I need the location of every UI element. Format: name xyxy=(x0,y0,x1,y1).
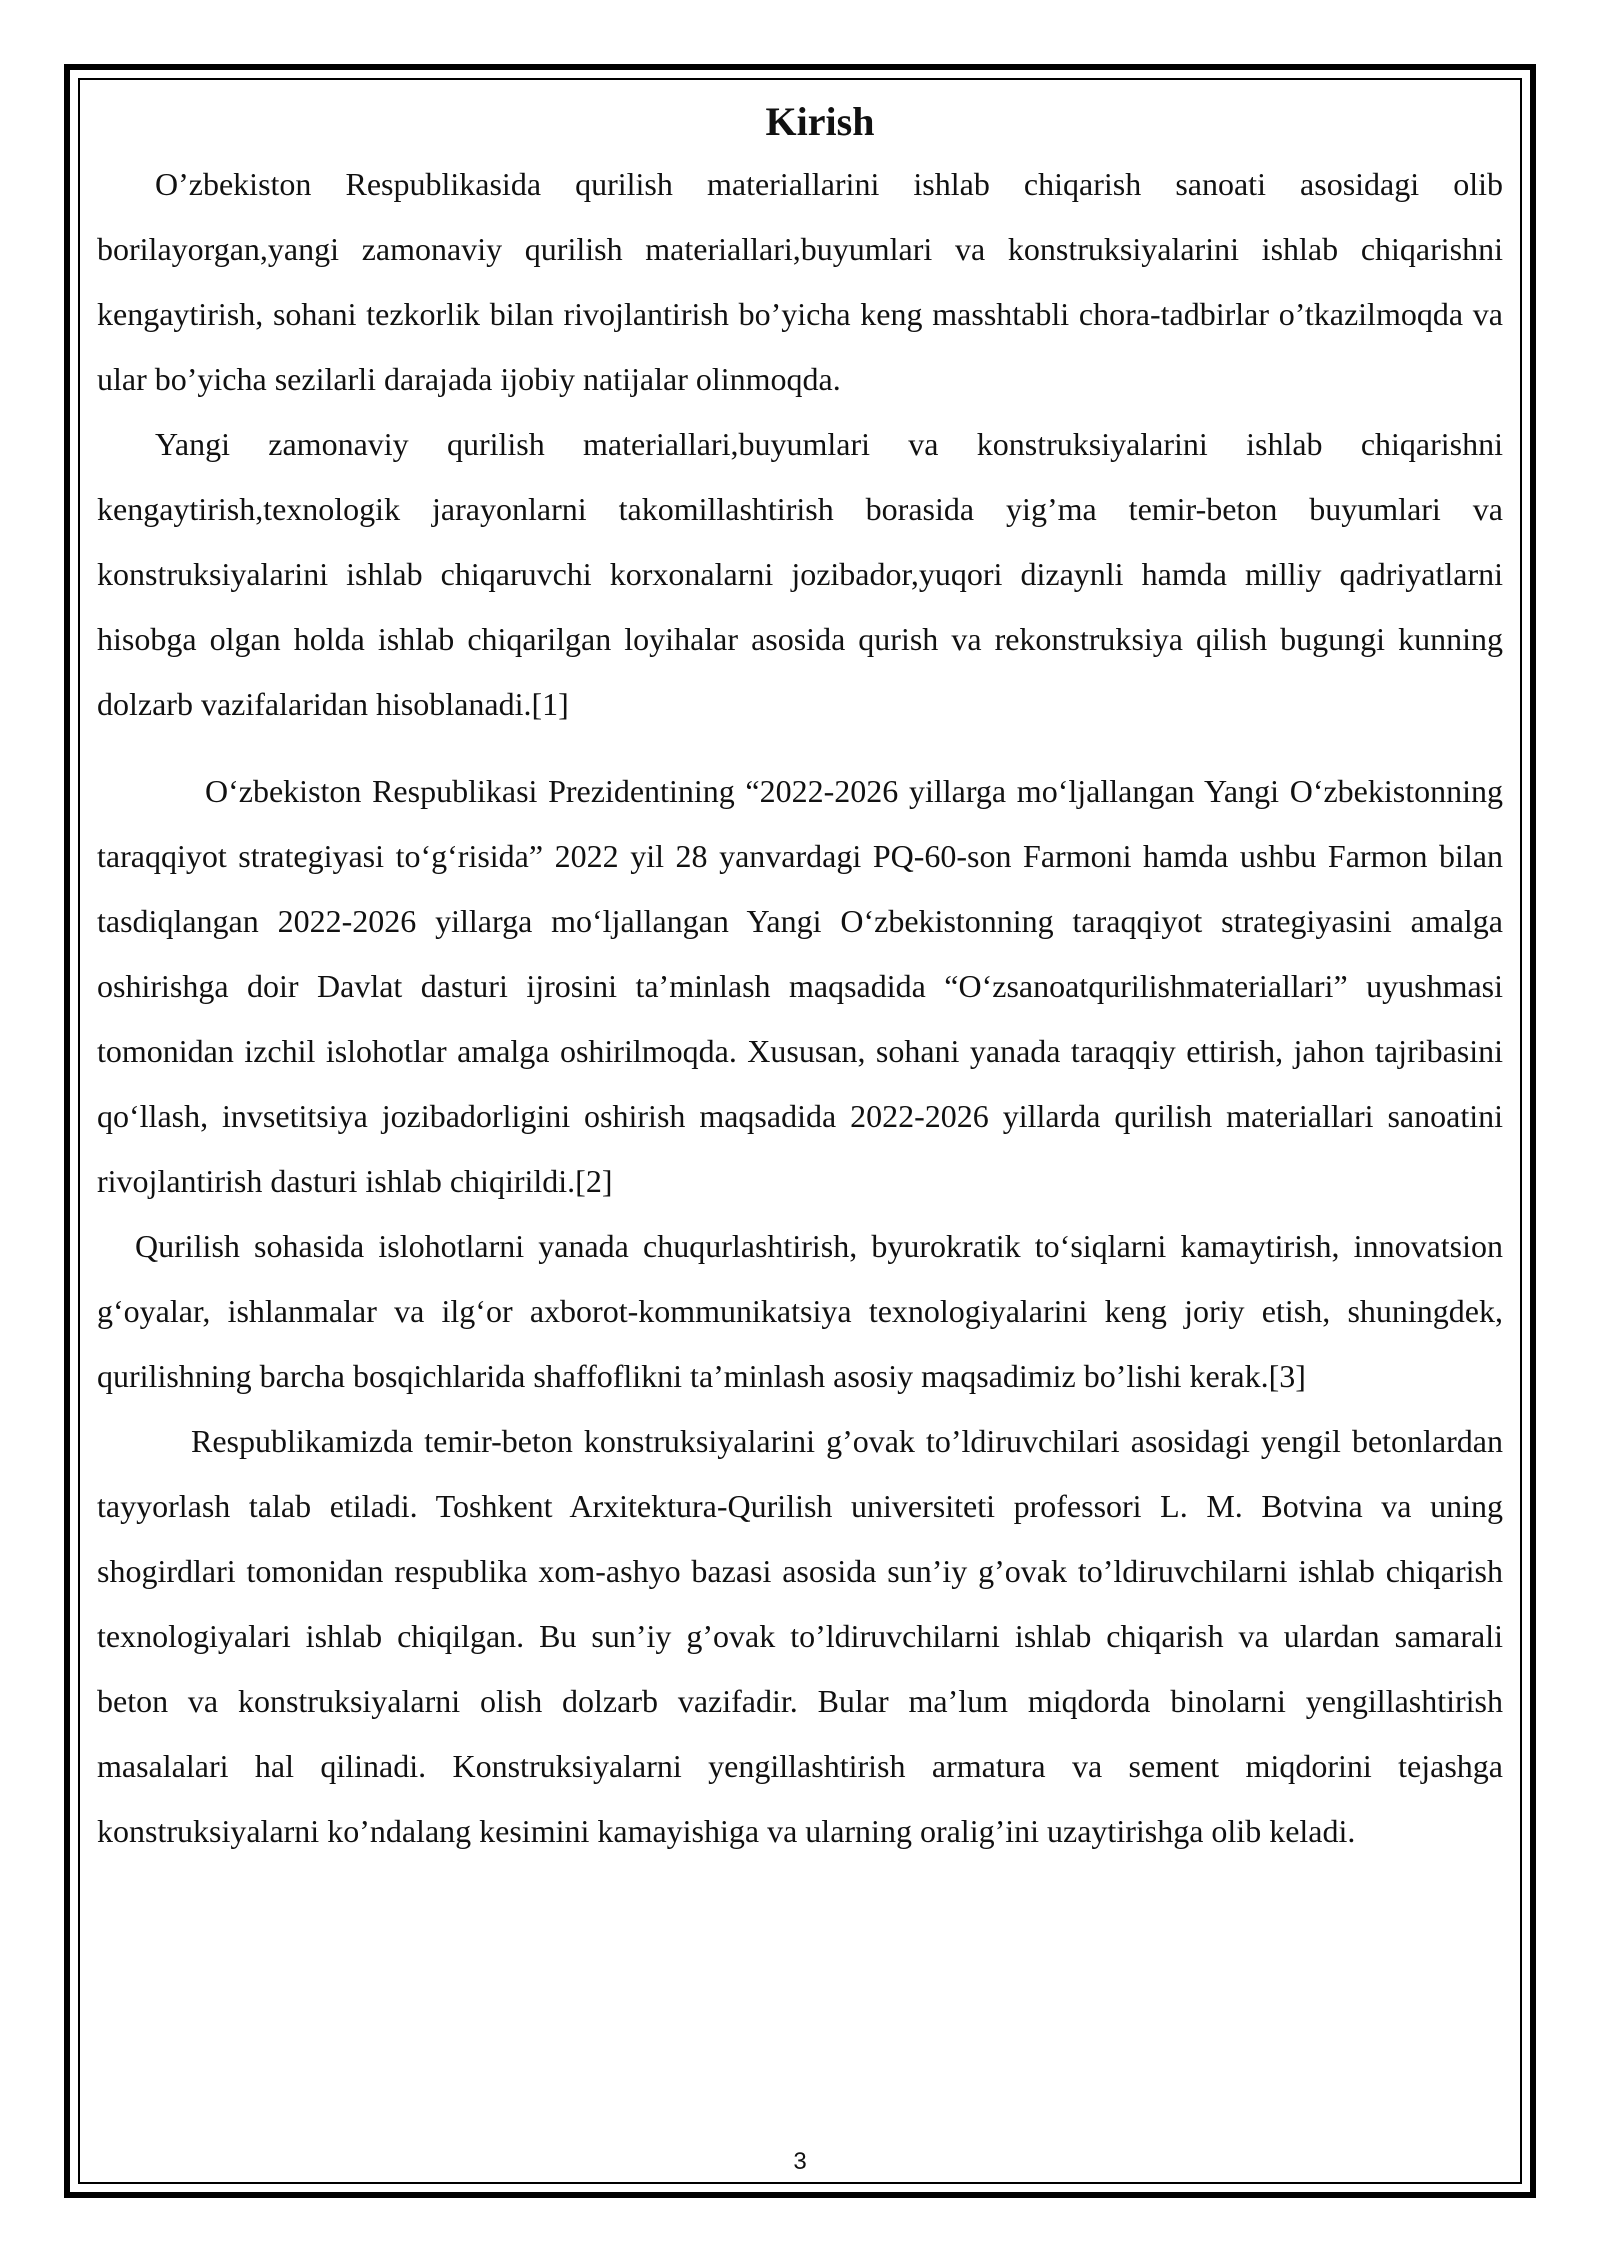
paragraph-4: Qurilish sohasida islohotlarni yanada chuqurlashtirish, byurokratik to‘siqlarni kamaytirish, innovatsion g‘oyalar, ishlanmalar va ilg‘or axborot-kommunikatsiya texnologiyalarini keng joriy etish, shuningdek, qurilishning barcha bosqichlarida shaffoflikni ta’minlash asosiy maqsadimiz bo’lishi kerak.[3] xyxy=(97,1228,1503,1394)
paragraph-3: O‘zbekiston Respublikasi Prezidentining “2022-2026 yillarga mo‘ljallangan Yangi O‘zbekistonning taraqqiyot strategiyasi to‘g‘risida” 2022 yil 28 yanvardagi PQ-60-son Farmoni hamda ushbu Farmon bilan tasdiqlangan 2022-2026 yillarga mo‘ljallangan Yangi O‘zbekistonning taraqqiyot strategiyasini amalga oshirishga doir Davlat dasturi ijrosini ta’minlash maqsadida “O‘zsanoatqurilishmateriallari” uyushmasi tomonidan izchil islohotlar amalga oshirilmoqda. Xususan, sohani yanada taraqqiy ettirish, jahon tajribasini qo‘llash, invsetitsiya jozibadorligini oshirish maqsadida 2022-2026 yillarda qurilish materiallari sanoatini rivojlantirish dasturi ishlab chiqirildi.[2] xyxy=(97,773,1503,1199)
paragraph-5: Respublikamizda temir-beton konstruksiyalarini g’ovak to’ldiruvchilari asosidagi yengil betonlardan tayyorlash talab etiladi. Toshkent Arxitektura-Qurilish universiteti professori L. M. Botvina va uning shogirdlari tomonidan respublika xom-ashyo bazasi asosida sun’iy g’ovak to’ldiruvchilarni ishlab chiqarish texnologiyalari ishlab chiqilgan. Bu sun’iy g’ovak to’ldiruvchilarni ishlab chiqarish va ulardan samarali beton va konstruksiyalarni olish dolzarb vazifadir. Bular ma’lum miqdorda binolarni yengillashtirish masalalari hal qilinadi. Konstruksiyalarni yengillashtirish armatura va sement miqdorini tejashga konstruksiyalarni ko’ndalang kesimini kamayishiga va ularning oralig’ini uzaytirishga olib keladi. xyxy=(97,1423,1503,1849)
page-content xyxy=(97,92,1503,1864)
paragraph-1: O’zbekiston Respublikasida qurilish materiallarini ishlab chiqarish sanoati asosidagi olib borilayorgan,yangi zamonaviy qurilish materiallari,buyumlari va konstruksiyalarini ishlab chiqarishni kengaytirish, sohani tezkorlik bilan rivojlantirish bo’yicha keng masshtabli chora-tadbirlar o’tkazilmoqda va ular bo’yicha sezilarli darajada ijobiy natijalar olinmoqda. xyxy=(97,166,1503,397)
paragraph-2: Yangi zamonaviy qurilish materiallari,buyumlari va konstruksiyalarini ishlab chiqarishni kengaytirish,texnologik jarayonlarni takomillashtirish borasida yig’ma temir-beton buyumlari va konstruksiyalarini ishlab chiqaruvchi korxonalarni jozibador,yuqori dizaynli hamda milliy qadriyatlarni hisobga olgan holda ishlab chiqarilgan loyihalar asosida qurish va rekonstruksiya qilish bugungi kunning dolzarb vazifalaridan hisoblanadi.[1] xyxy=(97,426,1503,722)
section-title: Kirish xyxy=(765,99,875,144)
page-number: 3 xyxy=(793,2148,807,2175)
